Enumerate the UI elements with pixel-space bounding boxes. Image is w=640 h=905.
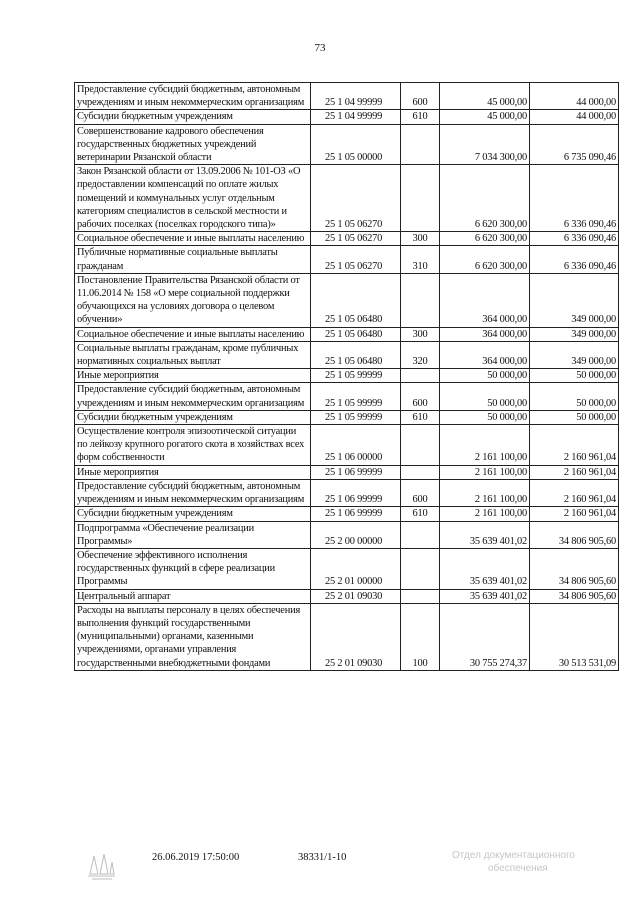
row-sum-plan: 6 620 300,00 bbox=[440, 165, 530, 232]
department-stamp bbox=[452, 849, 602, 875]
row-expense-type bbox=[401, 273, 440, 327]
table-row bbox=[75, 589, 619, 603]
row-sum-actual: 6 735 090,46 bbox=[530, 124, 619, 165]
row-name: Публичные нормативные социальные выплаты гражданам bbox=[75, 246, 311, 273]
page-number: 73 bbox=[314, 42, 326, 54]
row-expense-type bbox=[401, 165, 440, 232]
table-row bbox=[75, 425, 619, 466]
row-name: Закон Рязанской области от 13.09.2006 № 101-ОЗ «О предоставлении компенсаций по оплате жилых помещений и коммунальных услуг отдельным категориям специалистов в сельской местности и рабочих поселках (поселках городского типа)» bbox=[75, 165, 311, 232]
row-sum-actual: 34 806 905,60 bbox=[530, 548, 619, 589]
table-row bbox=[75, 369, 619, 383]
row-name: Иные мероприятия bbox=[75, 369, 311, 383]
row-expense-type: 100 bbox=[401, 603, 440, 670]
row-sum-actual: 30 513 531,09 bbox=[530, 603, 619, 670]
row-code: 25 1 06 00000 bbox=[311, 425, 401, 466]
budget-table bbox=[74, 82, 619, 671]
row-code: 25 1 05 06480 bbox=[311, 327, 401, 341]
row-code: 25 2 01 09030 bbox=[311, 603, 401, 670]
row-sum-actual: 34 806 905,60 bbox=[530, 521, 619, 548]
page-footer bbox=[0, 852, 640, 892]
row-code: 25 2 01 00000 bbox=[311, 548, 401, 589]
row-name: Предоставление субсидий бюджетным, автономным учреждениям и иным некоммерческим организациям bbox=[75, 83, 311, 110]
row-name: Социальное обеспечение и иные выплаты населению bbox=[75, 232, 311, 246]
row-code: 25 2 00 00000 bbox=[311, 521, 401, 548]
row-expense-type bbox=[401, 425, 440, 466]
row-code: 25 1 05 06270 bbox=[311, 246, 401, 273]
row-sum-actual: 349 000,00 bbox=[530, 341, 619, 368]
row-code: 25 1 05 06480 bbox=[311, 341, 401, 368]
row-name: Социальные выплаты гражданам, кроме публичных нормативных социальных выплат bbox=[75, 341, 311, 368]
table-row bbox=[75, 273, 619, 327]
row-sum-actual: 6 336 090,46 bbox=[530, 232, 619, 246]
row-sum-actual: 50 000,00 bbox=[530, 369, 619, 383]
row-name: Субсидии бюджетным учреждениям bbox=[75, 507, 311, 521]
stamp-line-1: Отдел документационного bbox=[452, 850, 575, 861]
row-name: Совершенствование кадрового обеспечения государственных бюджетных учреждений ветеринарии Рязанской области bbox=[75, 124, 311, 165]
row-sum-plan: 6 620 300,00 bbox=[440, 246, 530, 273]
row-code: 25 1 05 06480 bbox=[311, 273, 401, 327]
row-name: Осуществление контроля эпизоотической ситуации по лейкозу крупного рогатого скота в хозяйствах всех форм собственности bbox=[75, 425, 311, 466]
footer-date: 26.06.2019 17:50:00 bbox=[152, 852, 240, 863]
row-sum-actual: 2 160 961,04 bbox=[530, 479, 619, 506]
row-sum-actual: 44 000,00 bbox=[530, 110, 619, 124]
table-row bbox=[75, 83, 619, 110]
row-sum-plan: 45 000,00 bbox=[440, 110, 530, 124]
row-sum-plan: 364 000,00 bbox=[440, 273, 530, 327]
row-expense-type bbox=[401, 124, 440, 165]
row-sum-plan: 50 000,00 bbox=[440, 369, 530, 383]
row-expense-type: 610 bbox=[401, 507, 440, 521]
row-name: Иные мероприятия bbox=[75, 465, 311, 479]
row-sum-plan: 6 620 300,00 bbox=[440, 232, 530, 246]
table-row bbox=[75, 507, 619, 521]
table-row bbox=[75, 548, 619, 589]
stamp-line-2: обеспечения bbox=[488, 863, 548, 874]
row-name: Постановление Правительства Рязанской области от 11.06.2014 № 158 «О мере социальной поддержки обучающихся на условиях договора о целевом обучении» bbox=[75, 273, 311, 327]
row-sum-plan: 45 000,00 bbox=[440, 83, 530, 110]
row-sum-plan: 2 161 100,00 bbox=[440, 465, 530, 479]
row-expense-type bbox=[401, 589, 440, 603]
row-sum-actual: 50 000,00 bbox=[530, 410, 619, 424]
row-expense-type: 600 bbox=[401, 383, 440, 410]
row-name: Центральный аппарат bbox=[75, 589, 311, 603]
row-expense-type bbox=[401, 548, 440, 589]
row-name: Предоставление субсидий бюджетным, автономным учреждениям и иным некоммерческим организациям bbox=[75, 479, 311, 506]
row-sum-actual: 50 000,00 bbox=[530, 383, 619, 410]
table-row bbox=[75, 232, 619, 246]
row-expense-type bbox=[401, 521, 440, 548]
row-code: 25 1 05 00000 bbox=[311, 124, 401, 165]
row-code: 25 1 04 99999 bbox=[311, 83, 401, 110]
row-code: 25 1 06 99999 bbox=[311, 465, 401, 479]
table-row bbox=[75, 165, 619, 232]
row-sum-actual: 2 160 961,04 bbox=[530, 425, 619, 466]
row-sum-actual: 44 000,00 bbox=[530, 83, 619, 110]
row-sum-plan: 7 034 300,00 bbox=[440, 124, 530, 165]
row-sum-plan: 2 161 100,00 bbox=[440, 479, 530, 506]
table-row bbox=[75, 341, 619, 368]
row-sum-plan: 35 639 401,02 bbox=[440, 548, 530, 589]
row-sum-actual: 349 000,00 bbox=[530, 273, 619, 327]
table-row bbox=[75, 521, 619, 548]
row-sum-actual: 6 336 090,46 bbox=[530, 165, 619, 232]
row-code: 25 2 01 09030 bbox=[311, 589, 401, 603]
row-sum-actual: 349 000,00 bbox=[530, 327, 619, 341]
row-expense-type: 310 bbox=[401, 246, 440, 273]
row-code: 25 1 05 06270 bbox=[311, 165, 401, 232]
row-name: Субсидии бюджетным учреждениям bbox=[75, 110, 311, 124]
row-sum-actual: 34 806 905,60 bbox=[530, 589, 619, 603]
row-expense-type: 610 bbox=[401, 110, 440, 124]
row-expense-type: 600 bbox=[401, 479, 440, 506]
row-name: Расходы на выплаты персоналу в целях обеспечения выполнения функций государственными (муниципальными) органами, казенными учреждениями, органами управления государственными внебюджетными фондами bbox=[75, 603, 311, 670]
row-sum-actual: 6 336 090,46 bbox=[530, 246, 619, 273]
row-expense-type: 300 bbox=[401, 232, 440, 246]
footer-doc-number: 38331/1-10 bbox=[298, 852, 347, 863]
row-code: 25 1 05 06270 bbox=[311, 232, 401, 246]
row-code: 25 1 05 99999 bbox=[311, 410, 401, 424]
table-row bbox=[75, 246, 619, 273]
row-sum-plan: 2 161 100,00 bbox=[440, 507, 530, 521]
row-expense-type: 300 bbox=[401, 327, 440, 341]
table-row bbox=[75, 603, 619, 670]
row-sum-plan: 364 000,00 bbox=[440, 327, 530, 341]
row-sum-plan: 364 000,00 bbox=[440, 341, 530, 368]
row-sum-plan: 50 000,00 bbox=[440, 383, 530, 410]
row-expense-type: 600 bbox=[401, 83, 440, 110]
row-expense-type bbox=[401, 369, 440, 383]
row-code: 25 1 05 99999 bbox=[311, 369, 401, 383]
row-sum-plan: 30 755 274,37 bbox=[440, 603, 530, 670]
table-row bbox=[75, 383, 619, 410]
row-sum-plan: 2 161 100,00 bbox=[440, 425, 530, 466]
row-name: Обеспечение эффективного исполнения государственных функций в сфере реализации Программы bbox=[75, 548, 311, 589]
row-code: 25 1 06 99999 bbox=[311, 479, 401, 506]
table-row bbox=[75, 327, 619, 341]
table-row bbox=[75, 410, 619, 424]
row-name: Предоставление субсидий бюджетным, автономным учреждениям и иным некоммерческим организациям bbox=[75, 383, 311, 410]
table-row bbox=[75, 465, 619, 479]
row-expense-type bbox=[401, 465, 440, 479]
row-sum-actual: 2 160 961,04 bbox=[530, 465, 619, 479]
row-sum-actual: 2 160 961,04 bbox=[530, 507, 619, 521]
table-row bbox=[75, 110, 619, 124]
row-code: 25 1 05 99999 bbox=[311, 383, 401, 410]
table-row bbox=[75, 479, 619, 506]
row-sum-plan: 35 639 401,02 bbox=[440, 589, 530, 603]
row-sum-plan: 50 000,00 bbox=[440, 410, 530, 424]
row-sum-plan: 35 639 401,02 bbox=[440, 521, 530, 548]
registration-stamp-icon bbox=[84, 848, 118, 882]
row-expense-type: 610 bbox=[401, 410, 440, 424]
row-code: 25 1 04 99999 bbox=[311, 110, 401, 124]
row-name: Субсидии бюджетным учреждениям bbox=[75, 410, 311, 424]
row-name: Социальное обеспечение и иные выплаты населению bbox=[75, 327, 311, 341]
table-row bbox=[75, 124, 619, 165]
row-name: Подпрограмма «Обеспечение реализации Программы» bbox=[75, 521, 311, 548]
row-code: 25 1 06 99999 bbox=[311, 507, 401, 521]
row-expense-type: 320 bbox=[401, 341, 440, 368]
